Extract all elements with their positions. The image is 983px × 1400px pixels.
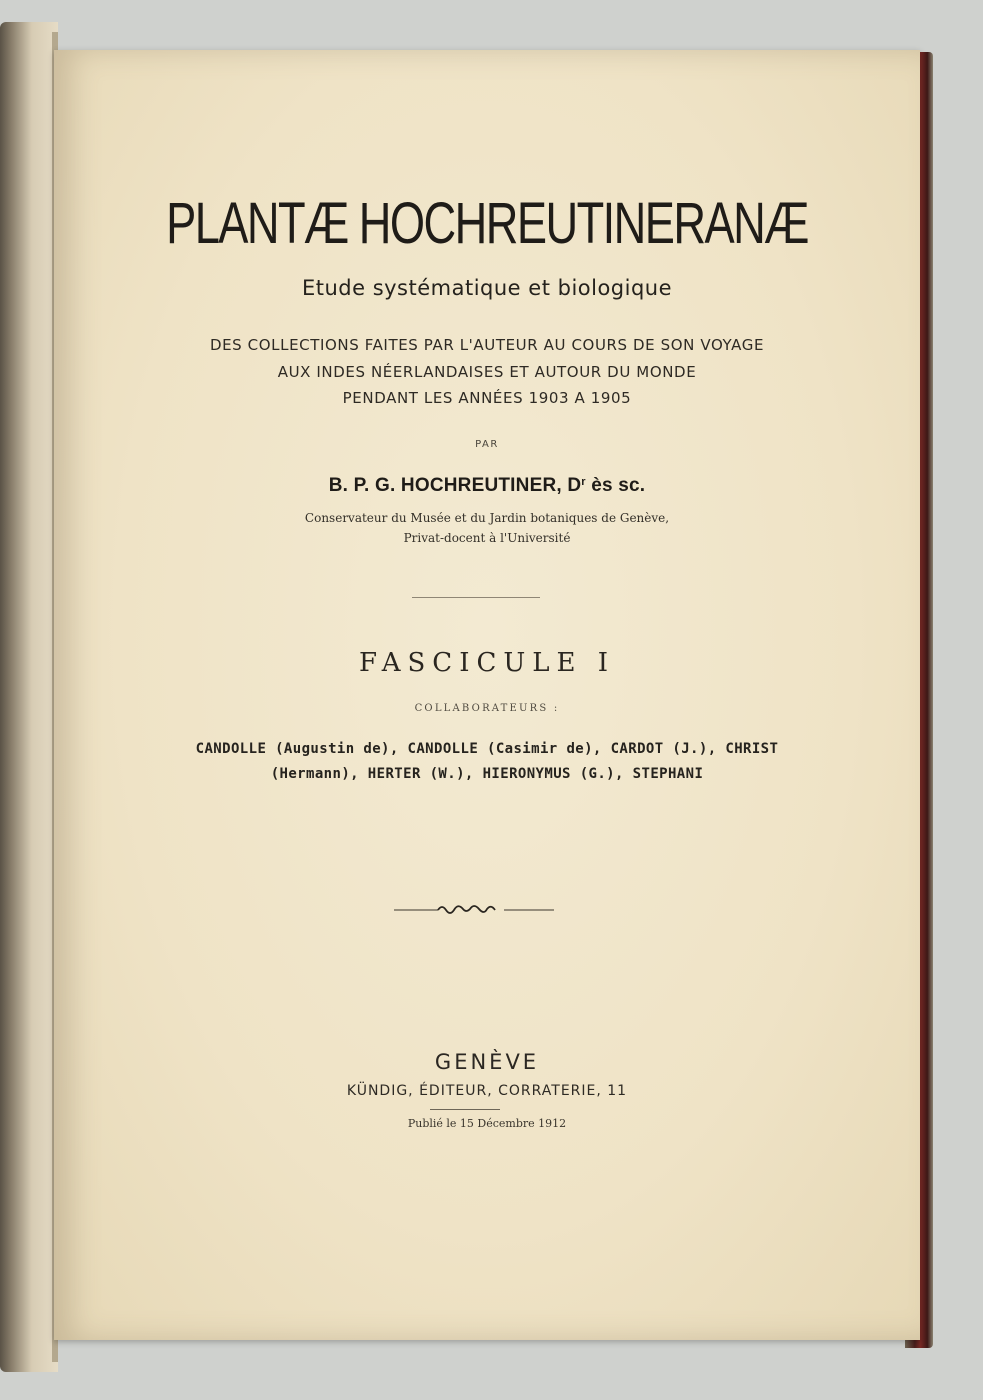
collaborateurs-label: COLLABORATEURS : [414, 703, 560, 714]
description-line-3: PENDANT LES ANNÉES 1903 A 1905 [342, 389, 632, 407]
contributors-line-2: (Hermann), HERTER (W.), HIERONYMUS (G.), STEPHANI [270, 766, 704, 782]
description-line-2: AUX INDES NÉERLANDAISES ET AUTOUR DU MONDE [277, 363, 697, 381]
imprint-publisher: KÜNDIG, ÉDITEUR, CORRATERIE, 11 [346, 1083, 628, 1099]
par-label: PAR [475, 439, 499, 450]
book-binding-left [0, 22, 58, 1372]
book-title: PLANTÆ HOCHREUTINERANÆ [166, 191, 808, 256]
imprint-rule [430, 1109, 500, 1110]
imprint-city: GENÈVE [434, 1050, 540, 1074]
author-name-text: B. P. G. HOCHREUTINER, D [328, 475, 582, 496]
author-affiliation-line-2: Privat-docent à l'Université [403, 531, 571, 545]
ornament-divider [394, 902, 554, 918]
author-degree-text: ès sc. [585, 475, 646, 496]
fascicule-heading: FASCICULE I [358, 648, 616, 678]
author-affiliation-line-1: Conservateur du Musée et du Jardin botaniques de Genève, [304, 511, 670, 525]
description-line-1: DES COLLECTIONS FAITES PAR L'AUTEUR AU COURS DE SON VOYAGE [209, 336, 765, 354]
section-divider [412, 597, 540, 598]
title-page [54, 50, 920, 1340]
book-subtitle: Etude systématique et biologique [301, 276, 673, 300]
author-name [54, 475, 920, 497]
author-degree-superscript: r [581, 476, 586, 488]
publication-date: Publié le 15 Décembre 1912 [407, 1117, 567, 1130]
contributors-line-1: CANDOLLE (Augustin de), CANDOLLE (Casimir de), CARDOT (J.), CHRIST [195, 741, 779, 757]
